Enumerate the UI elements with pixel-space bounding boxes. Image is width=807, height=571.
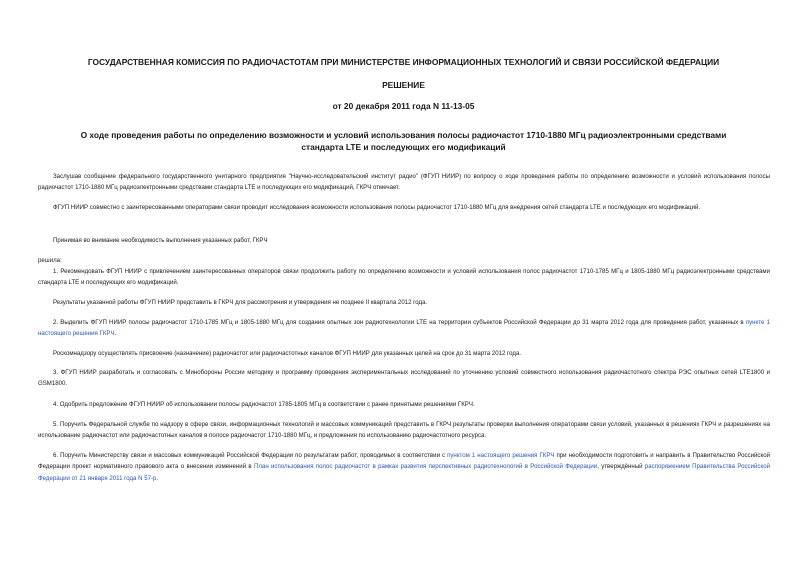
paragraph-item-1-results: Результаты указанной работы ФГУП НИИР представить в ГКРЧ для рассмотрения и утверждения не позднее II квартала 2012 года. [53,299,428,306]
paragraph-item-6-end: . [156,474,159,482]
paragraph-item-6-text-3: , утверждённый [597,463,645,471]
paragraph-item-1: 1. Рекомендовать ФГУП НИИР с привлечением заинтересованных операторов связи продолжить работу по определению возможности и условий использования полос радиочастот 1710-1785 МГц и 1805-1880 МГц радиоэлектронными средствами стандарта LTE и последующих его модификаций. [38,268,770,287]
paragraph-item-2-end: . [114,330,117,338]
link-item-1-reference-2[interactable]: пунктом 1 настоящего решения ГКРЧ [447,452,555,459]
document-title: О ходе проведения работы по определению возможности и условий использования полосы радиочастот 1710-1880 МГц радиоэлектронными средствами стандарта LTE и последующих его модификаций [80,130,727,152]
paragraph-item-5: 5. Поручить Федеральной службе по надзору в сфере связи, информационных технологий и массовых коммуникаций представить в ГКРЧ результаты проверки выполнения операторами связи условий, указанных в решениях ГКРЧ и разрешениях на использование радиочастот или радиочастотных каналов в полосе радиочастот 1710-1880 МГц, и предложения по использованию радиочастотного ресурса. [38,421,770,440]
paragraph-roskomnadzor: Роскомнадзору осуществлять присвоение (назначение) радиочастот или радиочастотных каналов ФГУП НИИР для указанных целей на срок до 31 марта 2012 года. [53,350,522,357]
paragraph-item-2 [38,317,770,340]
paragraph-item-2-text: 2. Выделить ФГУП НИИР полосы радиочастот 1710-1785 МГц и 1805-1880 МГц для создания опытных зон радиотехнологии LTE на территории субъектов Российской Федерации до 31 марта 2012 года для проведения работ, указанных в [53,319,746,326]
paragraph-2: ФГУП НИИР совместно с заинтересованными операторами связи проводит исследования возможности использования полосы радиочастот 1710-1880 МГц для внедрения сетей стандарта LTE и последующих его модификаций. [53,204,701,211]
paragraph-item-6 [38,450,770,484]
paragraph-item-6-text-2: при необходимости подготовить и направить в Правительство Российской Федерации проект нормативного правового акта о внесении изменений в [38,452,770,471]
paragraph-item-6-text: 6. Поручить Министерству связи и массовых коммуникаций Российской Федерации по результатам работ, проводимых в соответствии с [53,452,448,459]
link-frequency-plan[interactable]: План использования полос радиочастот в рамках развития перспективных радиотехнологий в Российской Федерации [254,463,598,471]
paragraph-item-4: 4. Одобрить предложение ФГУП НИИР об использовании полосы радиочастот 1785-1805 МГц в соответствии с ранее принятыми решениями ГКРЧ. [53,401,475,408]
link-item-1-reference[interactable]: пункте 1 настоящего решения ГКРЧ [38,319,771,338]
paragraph-item-3: 3. ФГУП НИИР разработать и согласовать с Минобороны России методику и программу проведения экспериментальных исследований по уточнению условий совместного использования радиочастотного спектра РЭС опытных сетей LTE1800 и GSM1800. [38,369,770,388]
document-date-number: от 20 декабря 2011 года N 11-13-05 [332,101,475,111]
paragraph-1: Заслушав сообщение федерального государственного унитарного предприятия "Научно-исследовательский институт радио" (ФГУП НИИР) по вопросу о ходе проведения работы по определению возможности и условий использования полосы радиочастот 1710-1880 МГц радиоэлектронными средствами стандарта LTE и последующих его модификаций, ГКРЧ отмечает. [38,173,770,192]
paragraph-3: Принимая во внимание необходимость выполнения указанных работ, ГКРЧ [53,237,268,244]
document-type-heading: РЕШЕНИЕ [382,80,425,90]
commission-heading: ГОСУДАРСТВЕННАЯ КОМИССИЯ ПО РАДИОЧАСТОТАМ ПРИ МИНИСТЕРСТВЕ ИНФОРМАЦИОННЫХ ТЕХНОЛОГИЙ И СВЯЗИ РОССИЙСКОЙ ФЕДЕРАЦИИ [87,57,720,67]
paragraph-decision: решила: [38,257,62,264]
link-government-order[interactable]: распоряжением Правительства Российской Федерации от 21 января 2011 года N 57-р [38,463,770,482]
